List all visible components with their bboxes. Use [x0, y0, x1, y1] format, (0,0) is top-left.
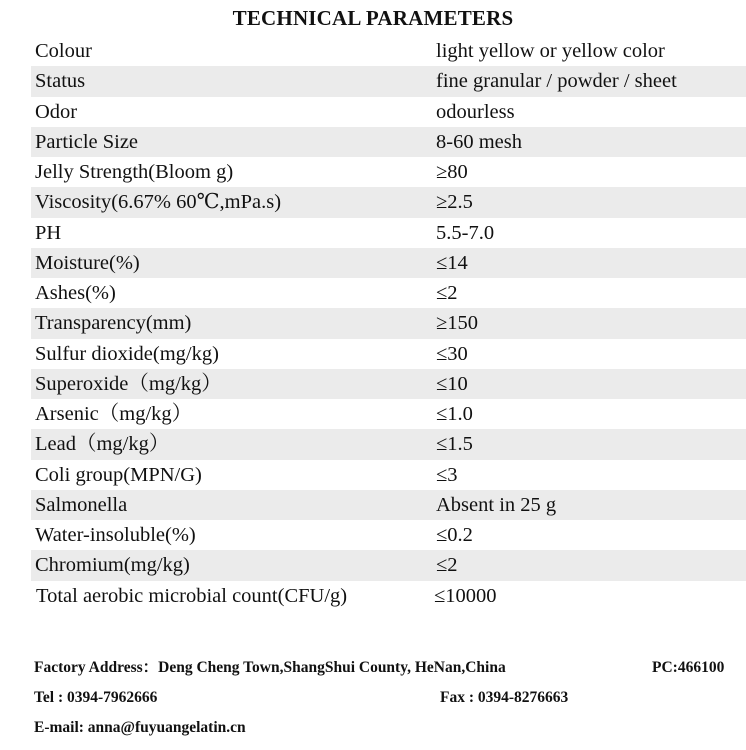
- parameter-name: Superoxide（mg/kg）: [35, 372, 222, 395]
- parameter-row: [31, 429, 746, 459]
- fax-number: Fax : 0394-8276663: [440, 689, 569, 706]
- parameter-row: [31, 369, 746, 399]
- parameter-value: ≤1.0: [436, 403, 473, 425]
- parameter-value: 8-60 mesh: [436, 130, 522, 153]
- parameter-value: ≤3: [436, 463, 458, 486]
- parameter-row: [31, 66, 746, 96]
- parameter-row: [31, 157, 746, 187]
- parameter-value: ≥150: [436, 312, 479, 335]
- parameter-row: [31, 218, 746, 248]
- parameter-name: Water-insoluble(%): [35, 524, 196, 546]
- parameter-row: [31, 399, 746, 429]
- parameter-value: ≤10: [436, 372, 468, 395]
- parameter-value: ≤1.5: [436, 433, 473, 456]
- parameter-name: Chromium(mg/kg): [35, 554, 190, 577]
- parameter-row: [31, 278, 746, 308]
- parameter-value: ≤30: [436, 342, 468, 365]
- factory-address: Factory Address：Deng Cheng Town,ShangShui County, HeNan,China: [34, 659, 506, 676]
- parameter-value: ≤2: [436, 282, 458, 304]
- page-title: TECHNICAL PARAMETERS: [232, 6, 514, 30]
- parameter-row: [31, 248, 746, 278]
- parameter-row: [31, 308, 746, 338]
- telephone: Tel : 0394-7962666: [34, 689, 158, 706]
- parameter-name: Salmonella: [35, 493, 128, 516]
- parameter-row: [31, 581, 746, 611]
- parameters-table: [31, 36, 746, 611]
- parameter-value: Absent in 25 g: [436, 493, 557, 516]
- parameter-value: light yellow or yellow color: [436, 40, 665, 62]
- parameter-row: [31, 97, 746, 127]
- parameter-row: [31, 339, 746, 369]
- parameter-name: Status: [35, 70, 86, 93]
- parameter-row: [31, 36, 746, 66]
- postal-code: PC:466100: [652, 659, 725, 676]
- footer-contact-line: [34, 688, 744, 708]
- parameter-name: Odor: [35, 100, 78, 123]
- parameter-value: fine granular / powder / sheet: [436, 70, 677, 93]
- footer-email-line: [34, 718, 744, 738]
- parameter-value: ≤14: [436, 251, 468, 274]
- parameter-row: [31, 460, 746, 490]
- parameter-value: ≤2: [436, 554, 458, 577]
- parameter-name: Coli group(MPN/G): [35, 463, 202, 486]
- email-address: E-mail: anna@fuyuangelatin.cn: [34, 719, 246, 736]
- parameter-name: Jelly Strength(Bloom g): [35, 161, 234, 183]
- parameter-value: odourless: [436, 100, 515, 123]
- parameter-name: Colour: [35, 40, 92, 62]
- parameter-value: ≥2.5: [436, 191, 473, 214]
- footer-address-line: [34, 658, 744, 678]
- parameter-name: Viscosity(6.67% 60℃,mPa.s): [35, 191, 282, 214]
- parameter-name: Moisture(%): [35, 251, 140, 274]
- parameter-value: ≥80: [436, 161, 468, 183]
- parameter-name: Arsenic（mg/kg）: [35, 403, 193, 425]
- parameter-row: [31, 550, 746, 580]
- parameter-row: [31, 127, 746, 157]
- parameter-name: Lead（mg/kg）: [35, 433, 170, 456]
- parameter-row: [31, 490, 746, 520]
- parameter-value: ≤10000: [434, 584, 497, 607]
- parameter-name: Total aerobic microbial count(CFU/g): [36, 584, 348, 607]
- parameter-row: [31, 187, 746, 217]
- parameter-name: Particle Size: [35, 130, 139, 153]
- parameter-name: Transparency(mm): [35, 312, 192, 335]
- parameter-name: Sulfur dioxide(mg/kg): [35, 342, 219, 365]
- parameter-row: [31, 520, 746, 550]
- parameter-value: ≤0.2: [436, 524, 473, 546]
- parameter-value: 5.5-7.0: [436, 221, 495, 244]
- parameter-name: PH: [35, 221, 62, 244]
- parameter-name: Ashes(%): [35, 282, 116, 304]
